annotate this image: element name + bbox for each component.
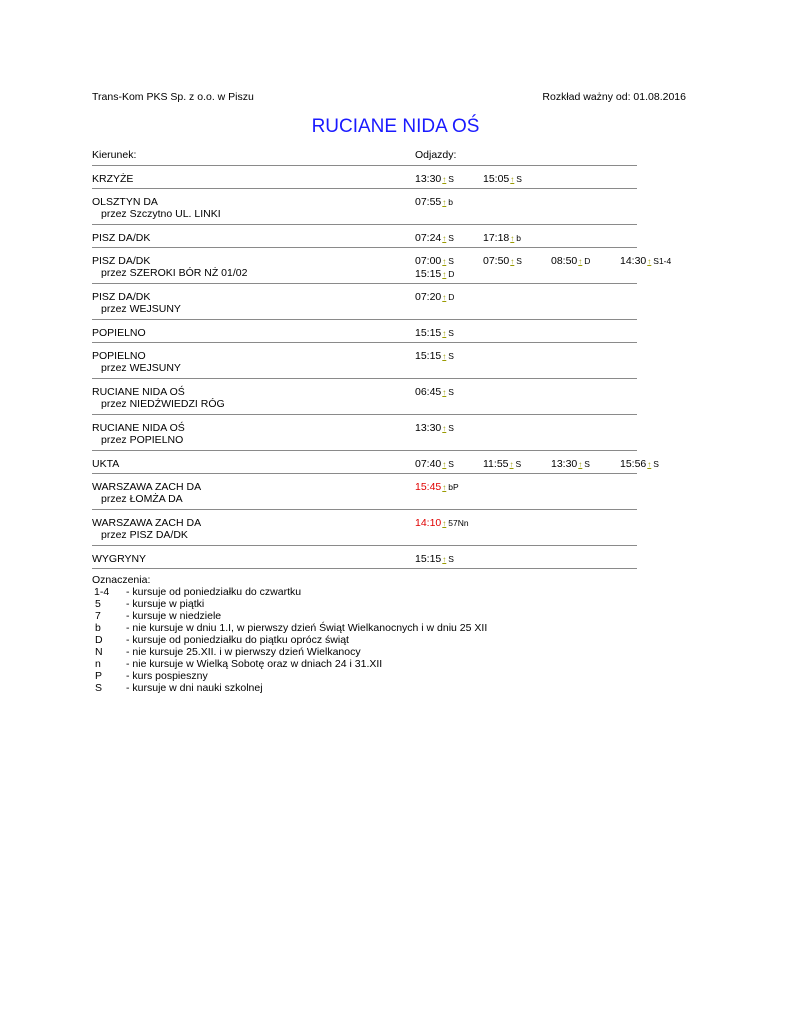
departure bbox=[551, 458, 590, 471]
up-arrow-icon: ↑ bbox=[442, 388, 447, 397]
destination bbox=[92, 553, 146, 565]
departure-time: 15:15 bbox=[415, 350, 442, 362]
departure-column bbox=[551, 458, 590, 471]
table-row bbox=[92, 451, 659, 474]
table-row bbox=[92, 474, 637, 510]
departure-time: 17:18 bbox=[483, 232, 510, 244]
direction-header: Kierunek: bbox=[92, 149, 137, 161]
up-arrow-icon: ↑ bbox=[442, 460, 447, 469]
destination-name: POPIELNO bbox=[92, 350, 146, 362]
departure-mark: S bbox=[516, 256, 522, 266]
up-arrow-icon: ↑ bbox=[442, 555, 447, 564]
legend-code: N bbox=[95, 646, 103, 658]
destination-name: WARSZAWA ZACH DA bbox=[92, 481, 202, 493]
departure-time: 11:55 bbox=[483, 458, 509, 470]
departure-mark: S bbox=[448, 256, 454, 266]
up-arrow-icon: ↑ bbox=[442, 270, 447, 279]
legend-item bbox=[92, 682, 263, 694]
legend-description: - kursuje od poniedziałku do piątku oprócz świąt bbox=[126, 634, 349, 646]
departure-time: 15:15 bbox=[415, 268, 442, 280]
destination-via: przez ŁOMŻA DA bbox=[101, 493, 183, 505]
table-row bbox=[92, 415, 637, 451]
legend-code: S bbox=[95, 682, 103, 694]
legend-description: - nie kursuje w dniu 1.I, w pierwszy dzień Świąt Wielkanocnych i w dniu 25 XII bbox=[126, 622, 488, 634]
departure-mark: S bbox=[448, 387, 454, 397]
departure-column bbox=[415, 458, 454, 471]
destination-via: przez PISZ DA/DK bbox=[101, 529, 188, 541]
timetable-rows bbox=[92, 166, 672, 569]
departure-column bbox=[415, 327, 454, 340]
up-arrow-icon: ↑ bbox=[442, 519, 447, 528]
departure bbox=[620, 255, 671, 268]
departure bbox=[620, 458, 659, 471]
legend-item bbox=[92, 646, 361, 658]
legend-code: D bbox=[95, 634, 103, 646]
destination-name: RUCIANE NIDA OŚ bbox=[92, 422, 185, 434]
departure-column bbox=[415, 196, 453, 209]
legend-description: - nie kursuje 25.XII. i w pierwszy dzień Wielkanocy bbox=[126, 646, 361, 658]
departure bbox=[415, 196, 453, 209]
departure bbox=[415, 517, 469, 530]
up-arrow-icon: ↑ bbox=[442, 293, 447, 302]
departure-mark: S bbox=[584, 459, 590, 469]
table-row bbox=[92, 320, 637, 343]
up-arrow-icon: ↑ bbox=[510, 175, 515, 184]
departure-mark: bP bbox=[448, 482, 459, 492]
departure-mark: S bbox=[448, 423, 454, 433]
up-arrow-icon: ↑ bbox=[442, 352, 447, 361]
destination bbox=[92, 422, 185, 446]
legend-code: 1-4 bbox=[94, 586, 110, 598]
departure-time: 06:45 bbox=[415, 386, 442, 398]
departure-column bbox=[415, 386, 454, 399]
departure-column bbox=[415, 481, 459, 494]
destination-via: przez Szczytno UL. LINKI bbox=[101, 208, 221, 220]
departure-column bbox=[415, 255, 454, 281]
departures-header: Odjazdy: bbox=[415, 149, 457, 161]
destination bbox=[92, 173, 133, 185]
departure-mark: S bbox=[448, 328, 454, 338]
departure bbox=[415, 458, 454, 471]
departure bbox=[415, 173, 454, 186]
departure-mark: b bbox=[448, 197, 454, 207]
departure bbox=[483, 458, 521, 471]
departure-mark: S bbox=[653, 459, 659, 469]
departure bbox=[415, 255, 454, 268]
departure-time: 07:24 bbox=[415, 232, 442, 244]
departure-mark: S1-4 bbox=[653, 256, 672, 266]
legend-code: 7 bbox=[95, 610, 101, 622]
departure-time: 15:15 bbox=[415, 553, 442, 565]
departure bbox=[551, 255, 590, 268]
destination-name: RUCIANE NIDA OŚ bbox=[92, 386, 185, 398]
departure-time: 15:56 bbox=[620, 458, 647, 470]
destination bbox=[92, 291, 181, 315]
up-arrow-icon: ↑ bbox=[647, 257, 652, 266]
legend-description: - kursuje w piątki bbox=[126, 598, 205, 610]
legend-item bbox=[92, 598, 205, 610]
departure-time: 08:50 bbox=[551, 255, 578, 267]
departure-column bbox=[415, 173, 454, 186]
legend-code: n bbox=[95, 658, 101, 670]
destination-name: OLSZTYN DA bbox=[92, 196, 158, 208]
destination bbox=[92, 232, 150, 244]
table-row bbox=[92, 225, 637, 248]
departure-column bbox=[620, 255, 671, 268]
up-arrow-icon: ↑ bbox=[510, 257, 515, 266]
departure-column bbox=[415, 232, 454, 245]
up-arrow-icon: ↑ bbox=[578, 460, 583, 469]
departure-time: 07:50 bbox=[483, 255, 510, 267]
departure-time: 13:30 bbox=[551, 458, 578, 470]
destination bbox=[92, 255, 247, 279]
departure bbox=[415, 291, 454, 304]
departure-column bbox=[483, 255, 522, 268]
legend bbox=[92, 574, 488, 694]
departure-mark: S bbox=[448, 554, 454, 564]
departure bbox=[415, 422, 454, 435]
up-arrow-icon: ↑ bbox=[509, 460, 514, 469]
table-row bbox=[92, 546, 637, 569]
departure-time: 13:30 bbox=[415, 173, 442, 185]
departure bbox=[483, 173, 522, 186]
destination-name: POPIELNO bbox=[92, 327, 146, 339]
departure-time: 07:40 bbox=[415, 458, 442, 470]
up-arrow-icon: ↑ bbox=[442, 234, 447, 243]
departure bbox=[415, 327, 454, 340]
departure bbox=[415, 386, 454, 399]
departure-time: 14:30 bbox=[620, 255, 647, 267]
legend-code: 5 bbox=[95, 598, 101, 610]
departure-mark: D bbox=[584, 256, 591, 266]
legend-code: P bbox=[95, 670, 103, 682]
destination bbox=[92, 517, 201, 541]
departure-mark: S bbox=[516, 174, 522, 184]
table-row bbox=[92, 343, 637, 379]
destination-via: przez NIEDŹWIEDZI RÓG bbox=[101, 398, 225, 410]
destination-name: WARSZAWA ZACH DA bbox=[92, 517, 202, 529]
destination-name: UKTA bbox=[92, 458, 120, 470]
table-row bbox=[92, 284, 637, 320]
destination bbox=[92, 386, 225, 410]
departure-mark: 57Nn bbox=[448, 518, 469, 528]
legend-item bbox=[92, 622, 488, 634]
destination bbox=[92, 196, 221, 220]
destination bbox=[92, 327, 146, 339]
departure-mark: S bbox=[515, 459, 522, 469]
up-arrow-icon: ↑ bbox=[647, 460, 652, 469]
destination-via: przez POPIELNO bbox=[101, 434, 184, 446]
departure-time: 15:15 bbox=[415, 327, 442, 339]
destination bbox=[92, 458, 119, 470]
departure-column bbox=[620, 458, 659, 471]
departure-mark: b bbox=[516, 233, 522, 243]
departure bbox=[415, 232, 454, 245]
departure bbox=[415, 553, 454, 566]
table-header bbox=[92, 147, 637, 166]
legend-item bbox=[92, 658, 383, 670]
departure-column bbox=[415, 422, 454, 435]
table-row bbox=[92, 166, 637, 189]
destination-name: PISZ DA/DK bbox=[92, 255, 151, 267]
legend-description: - kursuje w niedziele bbox=[126, 610, 222, 622]
legend-item bbox=[92, 586, 302, 598]
departure-time: 15:05 bbox=[483, 173, 510, 185]
up-arrow-icon: ↑ bbox=[442, 198, 447, 207]
timetable bbox=[92, 147, 672, 569]
departure-mark: D bbox=[448, 292, 455, 302]
departure-time: 07:55 bbox=[415, 196, 442, 208]
stop-title: RUCIANE NIDA OŚ bbox=[311, 116, 480, 137]
table-row bbox=[92, 379, 637, 415]
destination bbox=[92, 481, 201, 505]
destination-via: przez WEJSUNY bbox=[101, 362, 181, 374]
up-arrow-icon: ↑ bbox=[442, 424, 447, 433]
destination-name: WYGRYNY bbox=[92, 553, 147, 565]
departure-column bbox=[483, 458, 521, 471]
departure-time: 07:00 bbox=[415, 255, 442, 267]
departure bbox=[415, 268, 454, 281]
departure bbox=[483, 232, 521, 245]
legend-item bbox=[92, 634, 349, 646]
departure-time: 14:10 bbox=[415, 517, 442, 529]
destination-name: KRZYŻE bbox=[92, 173, 134, 185]
departure-mark: S bbox=[448, 351, 454, 361]
departure-mark: S bbox=[448, 174, 454, 184]
departure-column bbox=[415, 291, 454, 304]
legend-description: - kurs pospieszny bbox=[126, 670, 208, 682]
departure-column bbox=[415, 350, 454, 363]
departure-column bbox=[483, 232, 521, 245]
legend-description: - nie kursuje w Wielką Sobotę oraz w dniach 24 i 31.XII bbox=[126, 658, 383, 670]
table-row bbox=[92, 248, 672, 284]
destination-via: przez SZEROKI BÓR NŻ 01/02 bbox=[101, 267, 248, 279]
destination-name: PISZ DA/DK bbox=[92, 291, 151, 303]
departure bbox=[415, 350, 454, 363]
legend-description: - kursuje w dni nauki szkolnej bbox=[126, 682, 263, 694]
legend-code: b bbox=[95, 622, 101, 634]
up-arrow-icon: ↑ bbox=[578, 257, 583, 266]
departure bbox=[483, 255, 522, 268]
legend-description: - kursuje od poniedziałku do czwartku bbox=[126, 586, 302, 598]
legend-item bbox=[92, 670, 208, 682]
company-name: Trans-Kom PKS Sp. z o.o. w Piszu bbox=[92, 91, 254, 103]
departure bbox=[415, 481, 459, 494]
table-row bbox=[92, 189, 637, 225]
destination-via: przez WEJSUNY bbox=[101, 303, 181, 315]
up-arrow-icon: ↑ bbox=[442, 483, 447, 492]
legend-items bbox=[92, 586, 488, 694]
table-row bbox=[92, 510, 637, 546]
departure-column bbox=[415, 553, 454, 566]
departure-time: 15:45 bbox=[415, 481, 442, 493]
up-arrow-icon: ↑ bbox=[510, 234, 515, 243]
departure-time: 07:20 bbox=[415, 291, 442, 303]
up-arrow-icon: ↑ bbox=[442, 257, 447, 266]
destination bbox=[92, 350, 181, 374]
departure-time: 13:30 bbox=[415, 422, 442, 434]
departure-mark: D bbox=[448, 269, 455, 279]
up-arrow-icon: ↑ bbox=[442, 175, 447, 184]
departure-mark: S bbox=[448, 233, 454, 243]
up-arrow-icon: ↑ bbox=[442, 329, 447, 338]
departure-column bbox=[483, 173, 522, 186]
destination-name: PISZ DA/DK bbox=[92, 232, 151, 244]
legend-item bbox=[92, 610, 222, 622]
departure-column bbox=[415, 517, 469, 530]
departure-column bbox=[551, 255, 590, 268]
legend-title: Oznaczenia: bbox=[92, 574, 151, 586]
page-header bbox=[92, 91, 686, 105]
departure-mark: S bbox=[448, 459, 454, 469]
valid-from: Rozkład ważny od: 01.08.2016 bbox=[542, 91, 686, 103]
